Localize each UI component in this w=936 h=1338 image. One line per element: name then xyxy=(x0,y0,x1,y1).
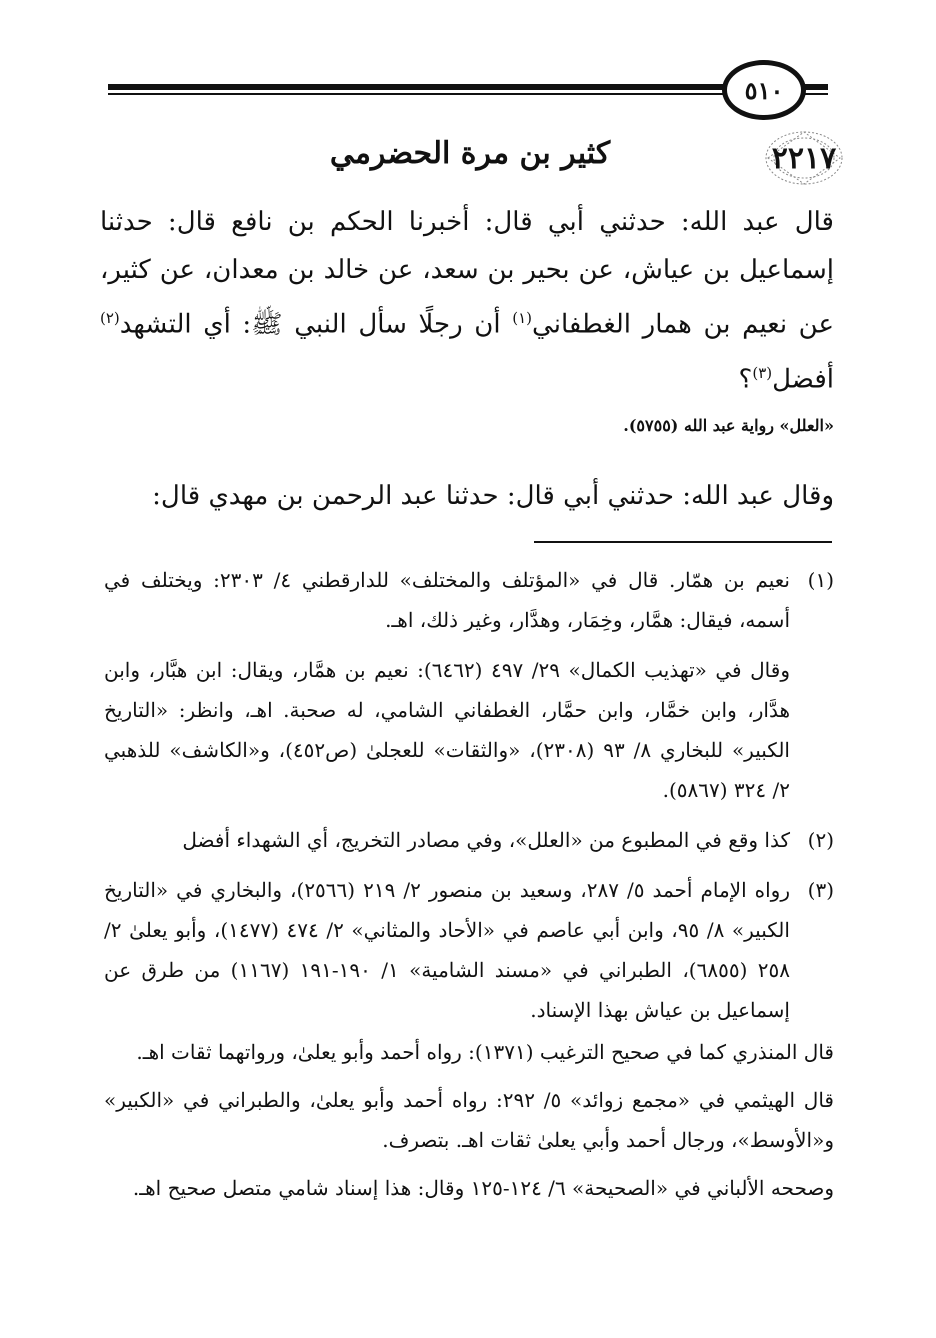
footnote-continuation xyxy=(104,1032,834,1208)
entry-number: ٢٢١٧ xyxy=(771,140,837,176)
footnote-paragraph: وصححه الألباني في «الصحيحة» ٦/ ١٢٤-١٢٥ وقال: هذا إسناد شامي متصل صحيح اهـ. xyxy=(132,1176,834,1200)
header-rule-thin xyxy=(108,93,828,95)
source-note: «العلل» رواية عبد الله (٥٧٥٥). xyxy=(623,416,834,435)
footnote-paragraph: قال الهيثمي في «مجمع زوائد» ٥/ ٢٩٢: رواه أحمد وأبو يعلىٰ، والطبراني في «الكبير» و«الأوسط»، ورجال أحمد وأبي يعلىٰ ثقات اهـ. بتصرف. xyxy=(104,1088,834,1152)
footnote-ref-1: (١) xyxy=(512,309,533,327)
paragraph-text: قال عبد الله: حدثني أبي قال: أخبرنا الحكم بن نافع قال: حدثنا إسماعيل بن عياش، عن بحير بن سعد، عن خالد بن معدان، عن كثير، عن نعيم بن همار الغطفاني xyxy=(100,207,834,340)
footnote-ref-3: (٣) xyxy=(752,363,773,382)
footnote-3 xyxy=(104,870,834,1032)
footnote-paragraph: قال المنذري كما في صحيح الترغيب (١٣٧١): رواه أحمد وأبو يعلىٰ، ورواتهما ثقات اهـ. xyxy=(136,1040,834,1064)
footnote-divider xyxy=(534,541,832,543)
footnote-body xyxy=(104,820,790,870)
main-paragraph-2: وقال عبد الله: حدثني أبي قال: حدثنا عبد الرحمن بن مهدي قال: xyxy=(152,481,834,511)
footnote-1 xyxy=(104,560,834,820)
page-number: ٥١٠ xyxy=(722,60,806,120)
footnote-paragraph: كذا وقع في المطبوع من «العلل»، وفي مصادر التخريج، أي الشهداء أفضل xyxy=(182,828,790,852)
footnote-body xyxy=(104,560,790,820)
header-rule-thick xyxy=(108,84,828,90)
footnote-ref-2: (٢) xyxy=(100,309,120,327)
paragraph-text: أن رجلًا سأل النبي ﷺ: أي التشهد xyxy=(119,309,513,340)
main-paragraph-1 xyxy=(100,198,834,403)
footnote-number: (١) xyxy=(807,568,834,592)
footnote-number: (٢) xyxy=(807,828,834,852)
header-rule xyxy=(108,84,828,96)
footnote-paragraph: نعيم بن همّار. قال في «المؤتلف والمختلف» للدارقطني ٤/ ٢٣٠٣: ويختلف في أسمه، فيقال: همَّار، وخِمَار، وهدَّار، وغير ذلك، اهـ. xyxy=(104,568,790,632)
entry-number-ornament xyxy=(764,130,844,186)
footnotes xyxy=(104,560,834,1216)
footnote-body xyxy=(104,870,790,1032)
footnote-paragraph: وقال في «تهذيب الكمال» ٢٩/ ٤٩٧ (٦٤٦٢): نعيم بن همَّار، ويقال: ابن هبَّار، وابن هدَّار، وابن خمَّار، وابن حمَّار، الغطفاني الشامي، له صحبة. اهـ، وانظر: «التاريخ الكبير» للبخاري ٨/ ٩٣ (٢٣٠٨)، «والثقات» للعجلىٰ (ص٤٥٢)، و«الكاشف» للذهبي ٢/ ٣٢٤ (٥٨٦٧). xyxy=(104,658,790,802)
footnote-2 xyxy=(104,820,834,870)
paragraph-text: أفضل xyxy=(772,364,834,395)
paragraph-text: ؟ xyxy=(738,364,753,395)
footnote-number: (٣) xyxy=(807,878,834,902)
footnote-paragraph: رواه الإمام أحمد ٥/ ٢٨٧، وسعيد بن منصور ٢/ ٢١٩ (٢٥٦٦)، والبخاري في «التاريخ الكبير» ٨/ ٩٥، وابن أبي عاصم في «الأحاد والمثاني» ٢/ ٤٧٤ (١٤٧٧)، وأبو يعلىٰ ٢/ ٢٥٨ (٦٨٥٥)، الطبراني في «مسند الشامية» ١/ ١٩٠-١٩١ (١١٦٧) من طرق عن إسماعيل بن عياش بهذا الإسناد. xyxy=(104,878,790,1022)
entry-title: كثير بن مرة الحضرمي xyxy=(329,136,611,171)
